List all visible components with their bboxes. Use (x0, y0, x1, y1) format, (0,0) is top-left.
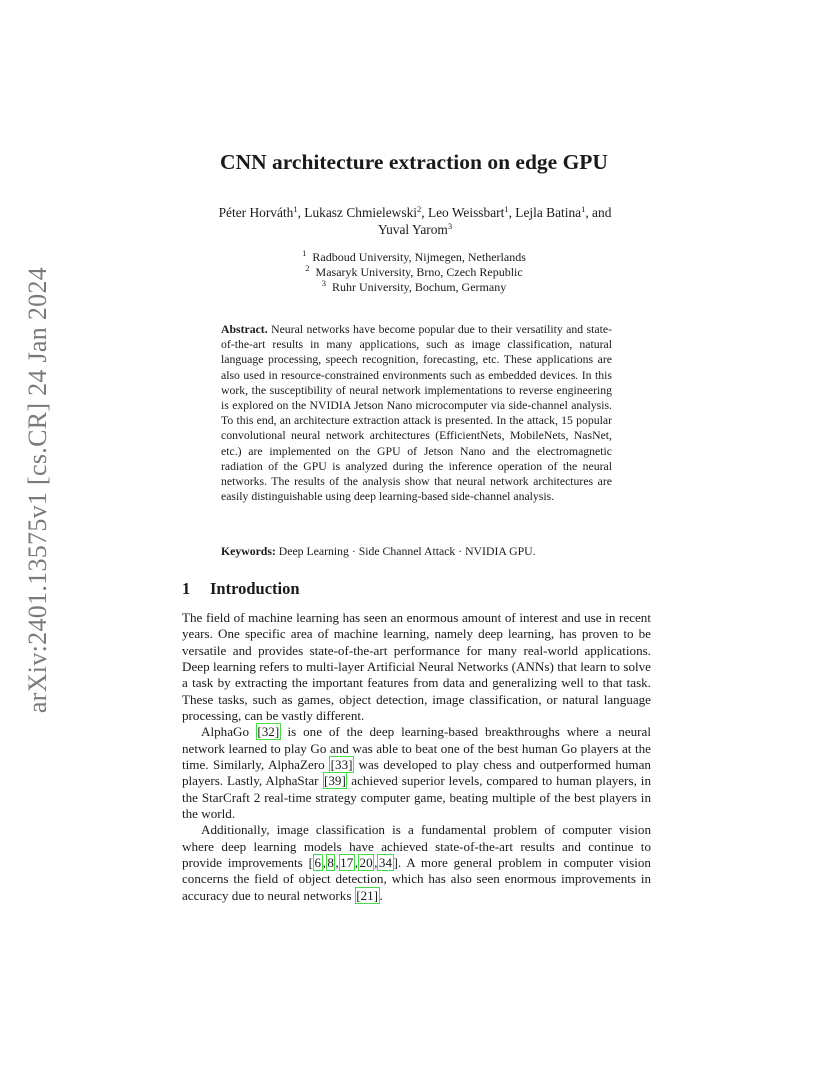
author-name: Péter Horváth (218, 205, 294, 220)
affiliation: $^3$ Ruhr University, Bochum, Germany (321, 278, 507, 294)
paper-title: CNN architecture extraction on edge GPU (220, 150, 608, 174)
affiliation: $^1$ Radboud University, Nijmegen, Netherlands (302, 248, 526, 264)
author-name: Leo Weissbart (427, 205, 505, 220)
citation-link[interactable]: [21] (356, 887, 379, 903)
citation-link[interactable]: 17 (340, 854, 354, 870)
section-number: 1 (182, 579, 191, 598)
citation-link[interactable]: [39] (324, 773, 346, 789)
author-affiliation-mark: 1 (293, 204, 298, 214)
citation-link[interactable]: [32] (257, 724, 280, 740)
affiliation-list (0, 250, 828, 295)
author-name: Lejla Batina (515, 205, 582, 220)
author-affiliation-mark: 2 (416, 204, 422, 214)
arxiv-sidebar (17, 266, 59, 714)
abstract-text: Neural networks have become popular due to their versatility and state-of-the-art results in many applications, such as image classification, natural language processing, speech recognition, forecasting, etc. These applications are also used in resource-constrained environments such as embedded devices. In this work, the susceptibility of neural network implementations to reverse engineering is explored on the NVIDIA Jetson Nano microcomputer via side-channel analysis. To this end, an architecture extraction attack is presented. In the attack, 15 popular convolutional neural network architectures (EfficientNets, MobileNets, NasNet, etc.) are implemented on the GPU of Jetson Nano and the electromagnetic radiation of the GPU is analyzed during the inference operation of the neural networks. The results of the analysis show that neural network architectures are easily distinguishable using deep learning-based side-channel analysis. (221, 323, 612, 504)
author-affiliation-mark: 3 (447, 220, 453, 231)
citation-link[interactable]: [33] (330, 756, 353, 772)
paragraph: The field of machine learning has seen an enormous amount of interest and use in recent years. One specific area of machine learning, namely deep learning, has proven to be versatile and provides state-of-the-art performance for many real-world applications. Deep learning refers to multi-layer Artificial Neural Networks (ANNs) that learn to solve a task by extracting the important features from data and generalizing well to that task. These tasks, such as games, object detection, image classification, or natural language processing, can be vastly different. (182, 610, 651, 723)
author-name: Yuval Yarom (377, 221, 448, 237)
citation-link[interactable]: 34 (378, 854, 393, 870)
body-text (182, 610, 651, 904)
section-heading (182, 579, 300, 599)
arxiv-identifier: arXiv:2401.13575v1 [cs.CR] 24 Jan 2024 (23, 266, 52, 714)
paragraph: AlphaGo [32] is one of the deep learning-based breakthroughs where a neural network learned to play Go and was able to beat one of the best human Go players at the time. Similarly, AlphaZero [33] was developed to play chess and outperformed human players. Lastly, AlphaStar [39] achieved superior levels, compared to human players, in the StarCraft 2 real-time strategy computer game, beating multiple of the best players in the world. (182, 724, 651, 821)
citation-link[interactable]: 8 (327, 854, 334, 870)
author-affiliation-mark: 1 (581, 204, 586, 214)
section-title: Introduction (210, 579, 300, 598)
abstract (221, 322, 612, 504)
paragraph: Additionally, image classification is a fundamental problem of computer vision where deep learning models have achieved state-of-the-art results and continue to provide improvements [ 6 , 8 , 17 , 20 , 34 ]. A more general problem in computer vision concerns the field of object detection, which has also seen enormous improvements in accuracy due to neural networks [21] . (182, 822, 651, 903)
keywords-text: Deep Learning · Side Channel Attack · NVIDIA GPU. (278, 545, 536, 558)
keywords-label: Keywords: (221, 545, 276, 558)
author-affiliation-mark: 1 (504, 204, 509, 214)
author-name: Lukasz Chmielewski (304, 205, 417, 220)
citation-link[interactable]: 6 (314, 854, 322, 870)
abstract-label: Abstract. (221, 323, 268, 336)
citation-link[interactable]: 20 (359, 854, 373, 870)
affiliation: $^2$ Masaryk University, Brno, Czech Republic (305, 263, 523, 279)
keywords (221, 544, 612, 559)
author-list: Péter Horváth$^1$, Lukasz Chmielewski$^2$, Leo Weissbart$^1$, Lejla Batina$^1$, and Yuval Yarom$^3$ (218, 204, 612, 237)
